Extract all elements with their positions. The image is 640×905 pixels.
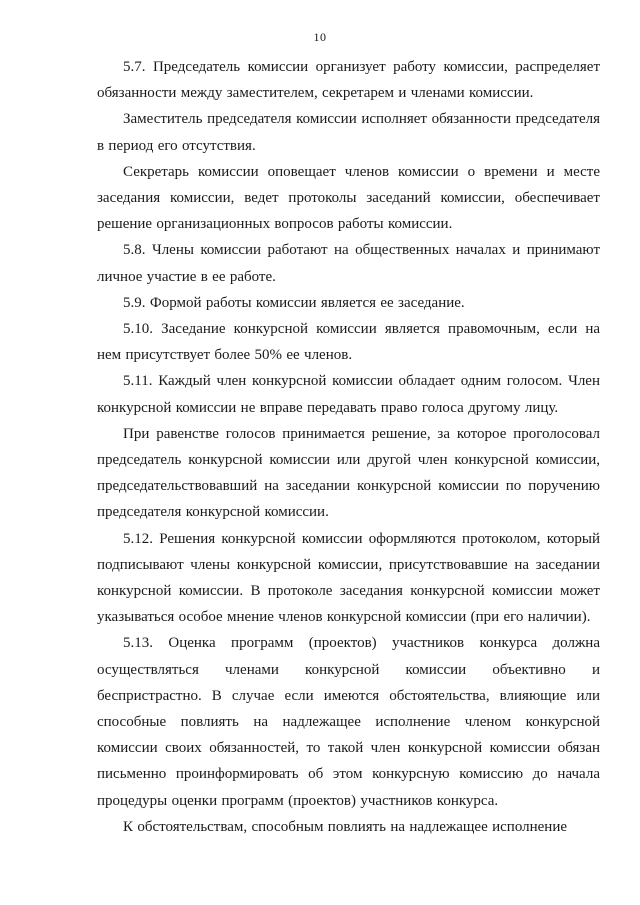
paragraph-5-9: 5.9. Формой работы комиссии является ее заседание.: [123, 294, 465, 311]
paragraph-5-8: 5.8. Члены комиссии работают на общественных началах и принимают личное участие в ее работе.: [97, 242, 600, 285]
paragraph-circumstances: К обстоятельствам, способным повлиять на надлежащее исполнение: [123, 818, 567, 835]
paragraph-5-12: 5.12. Решения конкурсной комиссии оформляются протоколом, который подписывают члены конкурсной комиссии, присутствовавшие на заседании конкурсной комиссии. В протоколе заседания конкурсной комиссии может указываться особое мнение членов конкурсной комиссии (при его наличии).: [97, 530, 600, 626]
paragraph-tie-vote: При равенстве голосов принимается решение, за которое проголосовал председатель конкурсной комиссии или другой член конкурсной комиссии, председательствовавший на заседании конкурсной комиссии по поручению председателя конкурсной комиссии.: [97, 425, 600, 521]
document-body: [97, 54, 600, 840]
paragraph-5-13: 5.13. Оценка программ (проектов) участников конкурса должна осуществляться членами конкурсной комиссии объективно и беспристрастно. В случае если имеются обстоятельства, влияющие или способные повлиять на надлежащее исполнение членом конкурсной комиссии своих обязанностей, то такой член конкурсной комиссии обязан письменно проинформировать об этом конкурсную комиссию до начала процедуры оценки программ (проектов) участников конкурса.: [97, 635, 600, 809]
paragraph-secretary: Секретарь комиссии оповещает членов комиссии о времени и месте заседания комиссии, ведет протоколы заседаний комиссии, обеспечивает решение организационных вопросов работы комиссии.: [97, 163, 600, 233]
paragraph-5-11: 5.11. Каждый член конкурсной комиссии обладает одним голосом. Член конкурсной комиссии не вправе передавать право голоса другому лицу.: [97, 373, 600, 416]
page-number: 10: [313, 30, 327, 44]
paragraph-5-10: 5.10. Заседание конкурсной комиссии является правомочным, если на нем присутствует более 50% ее членов.: [97, 321, 600, 364]
paragraph-deputy-chair: Заместитель председателя комиссии исполняет обязанности председателя в период его отсутствия.: [97, 111, 600, 154]
paragraph-5-7: 5.7. Председатель комиссии организует работу комиссии, распределяет обязанности между заместителем, секретарем и членами комиссии.: [97, 59, 600, 102]
